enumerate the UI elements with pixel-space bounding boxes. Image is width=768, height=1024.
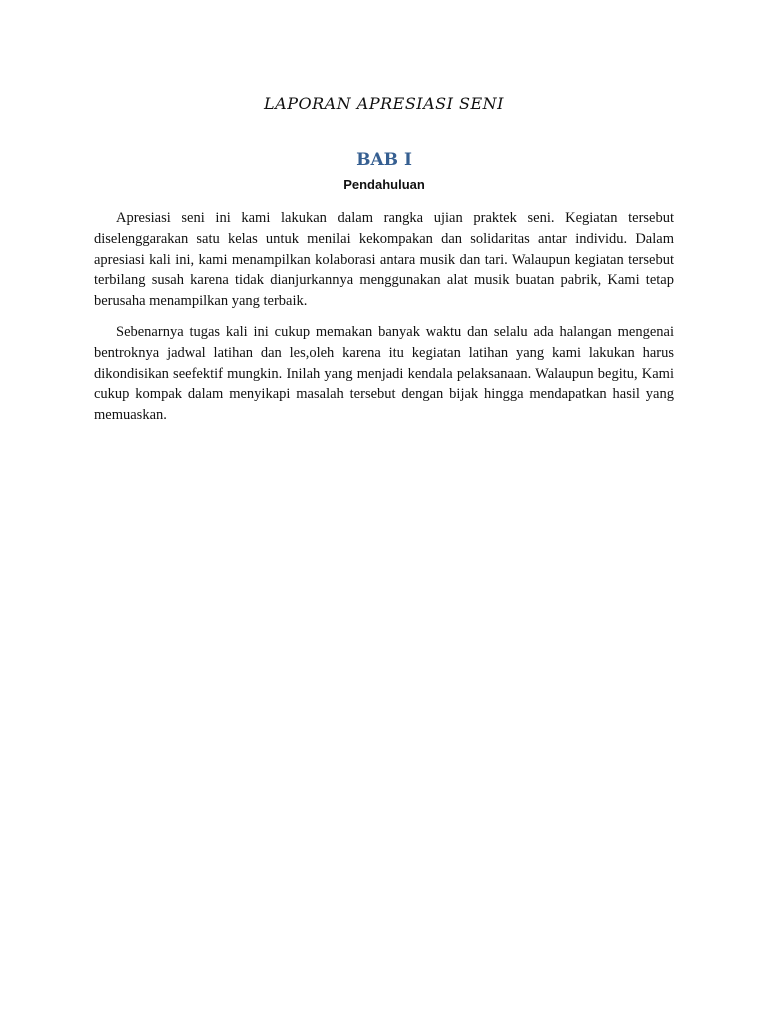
document-title: LAPORAN APRESIASI SENI [264,94,504,113]
body-paragraph-1: Apresiasi seni ini kami lakukan dalam rangka ujian praktek seni. Kegiatan tersebut diselenggarakan satu kelas untuk menilai kekompakan dan solidaritas antar individu. Dalam apresiasi kali ini, kami menampilkan kolaborasi antara musik dan tari. Walaupun kegiatan tersebut terbilang susah karena tidak dianjurkannya menggunakan alat musik buatan pabrik, Kami tetap berusaha menampilkan yang terbaik. [94,210,674,310]
document-body [94,208,674,436]
body-paragraph-2: Sebenarnya tugas kali ini cukup memakan banyak waktu dan selalu ada halangan mengenai bentroknya jadwal latihan dan les,oleh karena itu kegiatan latihan yang kami lakukan harus dikondisikan seefektif mungkin. Inilah yang menjadi kendala pelaksanaan. Walaupun begitu, Kami cukup kompak dalam menyikapi masalah tersebut dengan bijak hingga mendapatkan hasil yang memuaskan. [94,323,674,424]
chapter-heading: BAB I [356,150,412,170]
section-heading: Pendahuluan [343,177,425,192]
